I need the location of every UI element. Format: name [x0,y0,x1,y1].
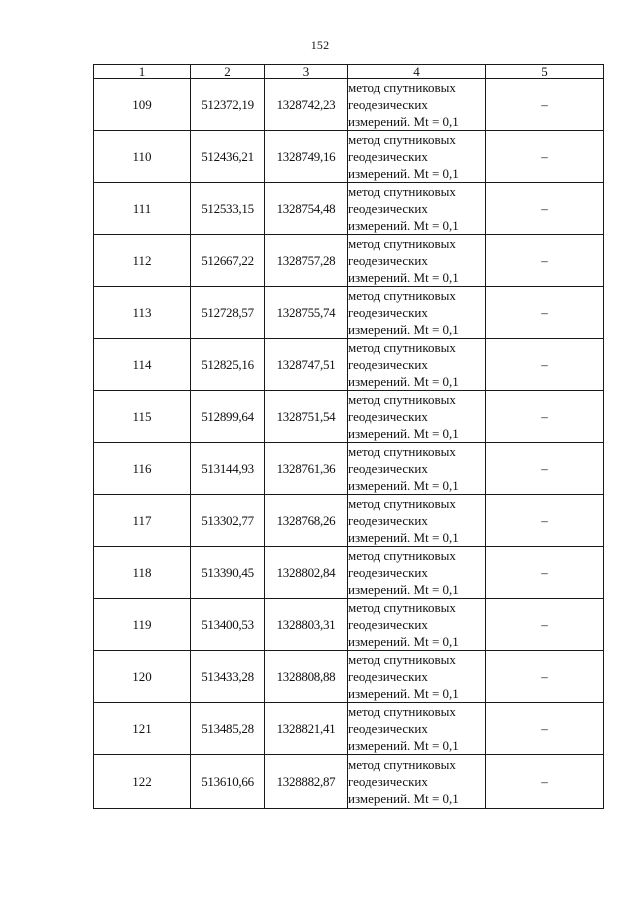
description-cell: – [486,339,604,391]
table-row [94,287,604,339]
point-number-cell: 119 [94,599,191,651]
coordinates-table [93,64,604,809]
table-row [94,599,604,651]
y-coordinate-cell: 1328802,84 [265,547,348,599]
table-row [94,391,604,443]
page-number: 152 [310,38,330,52]
method-line: измерений. Mt = 0,1 [348,791,459,806]
method-cell [348,287,486,339]
y-coordinate-cell: 1328882,87 [265,755,348,809]
method-cell [348,703,486,755]
x-coordinate-cell: 512728,57 [191,287,265,339]
method-cell [348,443,486,495]
method-line: метод спутниковых [348,704,456,719]
method-line: геодезических [348,565,428,580]
method-line: измерений. Mt = 0,1 [348,530,459,545]
method-line: геодезических [348,617,428,632]
x-coordinate-cell: 513610,66 [191,755,265,809]
column-header-1: 1 [94,65,191,79]
point-number-cell: 115 [94,391,191,443]
table-row [94,443,604,495]
method-line: метод спутниковых [348,444,456,459]
column-header-2: 2 [191,65,265,79]
x-coordinate-cell: 512899,64 [191,391,265,443]
method-cell [348,131,486,183]
method-line: измерений. Mt = 0,1 [348,322,459,337]
y-coordinate-cell: 1328761,36 [265,443,348,495]
method-line: метод спутниковых [348,757,456,772]
method-line: геодезических [348,721,428,736]
description-cell: – [486,547,604,599]
point-number-cell: 121 [94,703,191,755]
method-line: геодезических [348,253,428,268]
table-row [94,651,604,703]
method-line: метод спутниковых [348,236,456,251]
table-row [94,495,604,547]
x-coordinate-cell: 513400,53 [191,599,265,651]
y-coordinate-cell: 1328749,16 [265,131,348,183]
method-line: геодезических [348,357,428,372]
point-number-cell: 122 [94,755,191,809]
method-line: метод спутниковых [348,548,456,563]
description-cell: – [486,599,604,651]
y-coordinate-cell: 1328754,48 [265,183,348,235]
table-row [94,755,604,809]
table-row [94,235,604,287]
method-line: метод спутниковых [348,340,456,355]
description-cell: – [486,79,604,131]
x-coordinate-cell: 513390,45 [191,547,265,599]
point-number-cell: 117 [94,495,191,547]
column-header-4: 4 [348,65,486,79]
table-header [94,65,604,79]
table-row [94,131,604,183]
y-coordinate-cell: 1328742,23 [265,79,348,131]
method-line: геодезических [348,409,428,424]
x-coordinate-cell: 512533,15 [191,183,265,235]
point-number-cell: 110 [94,131,191,183]
method-line: метод спутниковых [348,132,456,147]
point-number-cell: 113 [94,287,191,339]
x-coordinate-cell: 512667,22 [191,235,265,287]
method-line: метод спутниковых [348,652,456,667]
y-coordinate-cell: 1328757,28 [265,235,348,287]
method-cell [348,599,486,651]
point-number-cell: 120 [94,651,191,703]
description-cell: – [486,443,604,495]
method-line: метод спутниковых [348,392,456,407]
method-cell [348,755,486,809]
method-cell [348,391,486,443]
y-coordinate-cell: 1328747,51 [265,339,348,391]
point-number-cell: 111 [94,183,191,235]
method-cell [348,547,486,599]
point-number-cell: 112 [94,235,191,287]
description-cell: – [486,495,604,547]
method-line: метод спутниковых [348,80,456,95]
y-coordinate-cell: 1328751,54 [265,391,348,443]
y-coordinate-cell: 1328768,26 [265,495,348,547]
x-coordinate-cell: 513302,77 [191,495,265,547]
y-coordinate-cell: 1328755,74 [265,287,348,339]
description-cell: – [486,235,604,287]
table-row [94,79,604,131]
point-number-cell: 116 [94,443,191,495]
y-coordinate-cell: 1328803,31 [265,599,348,651]
table-row [94,339,604,391]
table-row [94,703,604,755]
method-cell [348,235,486,287]
method-line: геодезических [348,513,428,528]
x-coordinate-cell: 513144,93 [191,443,265,495]
column-header-3: 3 [265,65,348,79]
method-line: измерений. Mt = 0,1 [348,218,459,233]
x-coordinate-cell: 513433,28 [191,651,265,703]
method-line: измерений. Mt = 0,1 [348,738,459,753]
x-coordinate-cell: 512372,19 [191,79,265,131]
method-cell [348,495,486,547]
method-cell [348,651,486,703]
method-line: геодезических [348,669,428,684]
method-line: измерений. Mt = 0,1 [348,686,459,701]
y-coordinate-cell: 1328821,41 [265,703,348,755]
description-cell: – [486,755,604,809]
method-line: измерений. Mt = 0,1 [348,166,459,181]
method-line: измерений. Mt = 0,1 [348,634,459,649]
point-number-cell: 114 [94,339,191,391]
y-coordinate-cell: 1328808,88 [265,651,348,703]
table-row [94,183,604,235]
method-line: геодезических [348,774,428,789]
x-coordinate-cell: 513485,28 [191,703,265,755]
header-row [94,65,604,79]
point-number-cell: 109 [94,79,191,131]
method-line: геодезических [348,97,428,112]
method-line: измерений. Mt = 0,1 [348,426,459,441]
method-line: измерений. Mt = 0,1 [348,374,459,389]
table-row [94,547,604,599]
method-cell [348,339,486,391]
method-line: геодезических [348,149,428,164]
method-line: геодезических [348,305,428,320]
description-cell: – [486,391,604,443]
method-line: измерений. Mt = 0,1 [348,582,459,597]
method-cell [348,183,486,235]
x-coordinate-cell: 512825,16 [191,339,265,391]
x-coordinate-cell: 512436,21 [191,131,265,183]
description-cell: – [486,703,604,755]
description-cell: – [486,131,604,183]
description-cell: – [486,183,604,235]
point-number-cell: 118 [94,547,191,599]
method-line: метод спутниковых [348,184,456,199]
column-header-5: 5 [486,65,604,79]
method-line: метод спутниковых [348,496,456,511]
description-cell: – [486,287,604,339]
method-line: метод спутниковых [348,288,456,303]
method-line: измерений. Mt = 0,1 [348,270,459,285]
table-body [94,79,604,809]
description-cell: – [486,651,604,703]
method-line: геодезических [348,201,428,216]
method-line: геодезических [348,461,428,476]
method-line: измерений. Mt = 0,1 [348,478,459,493]
method-line: метод спутниковых [348,600,456,615]
method-cell [348,79,486,131]
method-line: измерений. Mt = 0,1 [348,114,459,129]
